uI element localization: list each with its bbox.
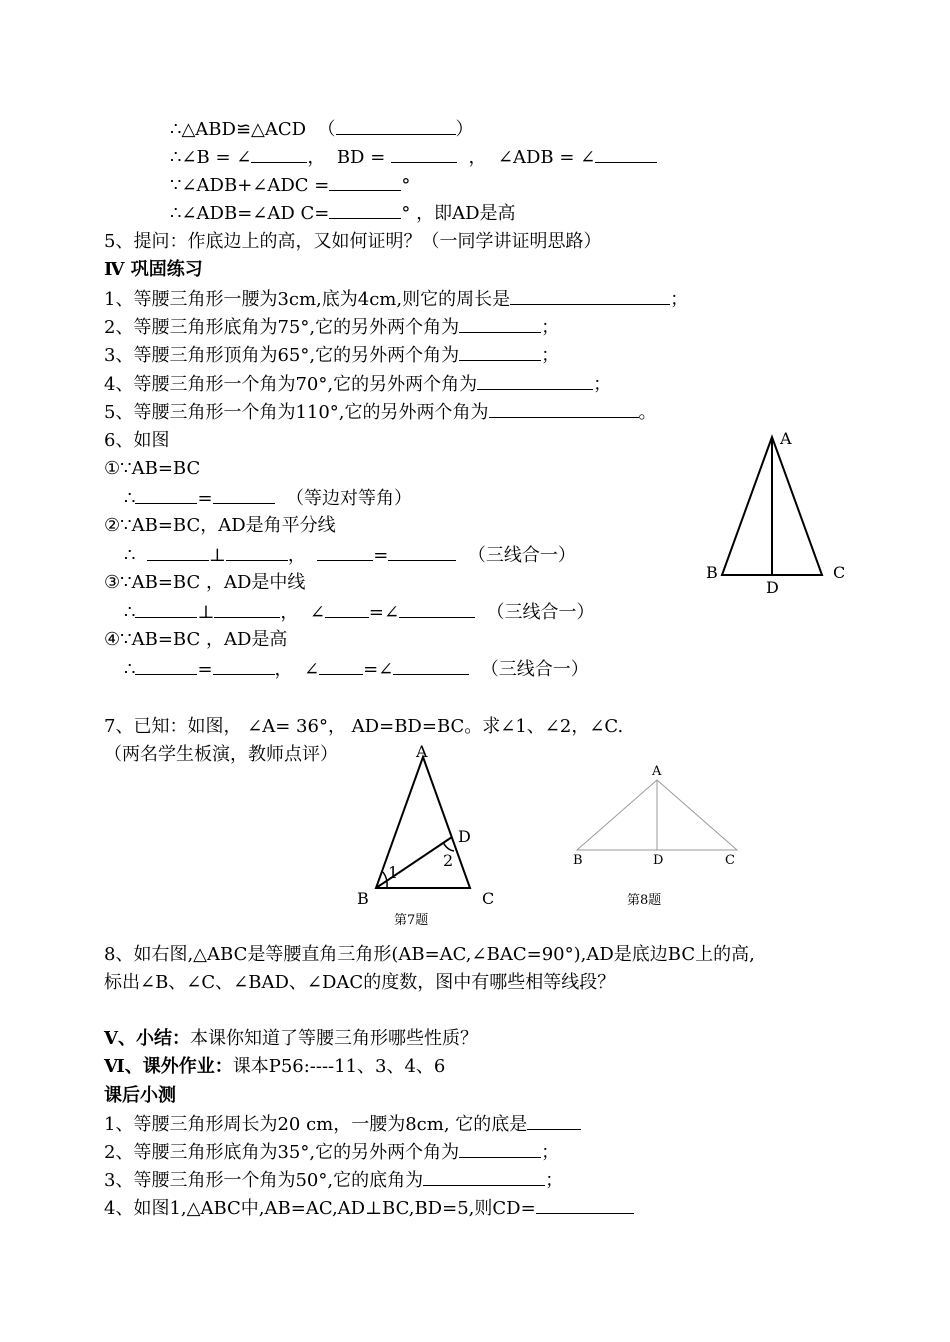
answer-blank[interactable]: [510, 286, 670, 305]
answer-blank[interactable]: [489, 399, 639, 418]
answer-blank[interactable]: [213, 656, 275, 675]
answer-blank[interactable]: [393, 656, 469, 675]
answer-blank[interactable]: [214, 599, 280, 618]
label-b: B: [573, 853, 583, 868]
quiz-question-3: 3、等腰三角形一个角为50°,它的底角为 ；: [104, 1167, 563, 1193]
proof-angle-line: ∴∠B = ∠ ， BD = ， ∠ADB = ∠: [170, 144, 657, 170]
section-5-title: Ⅴ、小结：: [104, 1028, 190, 1049]
answer-blank[interactable]: [399, 599, 475, 618]
figure-6-triangle: [700, 426, 860, 606]
question-5: 5、提问：作底边上的高，又如何证明？（一同学讲证明思路）: [104, 231, 602, 252]
answer-blank[interactable]: [226, 542, 288, 561]
answer-blank[interactable]: [325, 599, 369, 618]
answer-blank[interactable]: [459, 342, 541, 361]
exercise-1: 1、等腰三角形一腰为3cm,底为4cm,则它的周长是 ；: [104, 286, 688, 312]
exercise-8-continued: 标出∠B、∠C、∠BAD、∠DAC的度数，图中有哪些相等线段？: [104, 972, 616, 993]
figure-8-caption: 第8题: [627, 893, 662, 908]
answer-blank[interactable]: [251, 144, 307, 163]
label-angle-2: 2: [443, 851, 454, 870]
answer-blank[interactable]: [595, 144, 657, 163]
answer-blank[interactable]: [391, 144, 457, 163]
case-2-conclusion: ∴ ⊥ ， = （三线合一）: [124, 542, 576, 568]
exercise-7-note: （两名学生板演，教师点评）: [104, 744, 338, 765]
answer-blank[interactable]: [213, 485, 275, 504]
label-c: C: [482, 889, 495, 908]
figure-7-caption: 第7题: [394, 913, 429, 928]
proof-sum-line: ∵∠ADB+∠ADC = °: [170, 172, 410, 198]
figure-8-triangle: [560, 758, 760, 913]
answer-blank[interactable]: [319, 656, 363, 675]
answer-blank[interactable]: [459, 1139, 541, 1158]
case-3-conclusion: ∴ ⊥ ， ∠ =∠ （三线合一）: [124, 599, 595, 625]
label-a: A: [652, 764, 662, 779]
label-c: C: [725, 853, 735, 868]
exercise-2: 2、等腰三角形底角为75°,它的另外两个角为 ；: [104, 314, 559, 340]
label-b: B: [706, 563, 718, 582]
homework-line: Ⅵ、课外作业：课本P56:----11、3、4、6: [104, 1056, 446, 1077]
label-d: D: [653, 853, 664, 868]
answer-blank[interactable]: [317, 542, 373, 561]
angle-1-arc: [383, 872, 387, 887]
answer-blank[interactable]: [147, 542, 209, 561]
case-3: ③∵AB=BC ，AD是中线: [104, 572, 306, 593]
exercise-6: 6、如图: [104, 430, 170, 451]
exercise-4: 4、等腰三角形一个角为70°,它的另外两个角为 ；: [104, 371, 611, 397]
answer-blank[interactable]: [135, 656, 197, 675]
label-a: A: [416, 742, 428, 761]
exercise-7: 7、已知：如图， ∠A= 36°， AD=BD=BC。求∠1、∠2，∠C.: [104, 716, 624, 737]
proof-height-line: ∴∠ADB=∠AD C= ° ，即AD是高: [170, 200, 516, 226]
case-4-conclusion: ∴ = ， ∠ =∠ （三线合一）: [124, 656, 589, 682]
answer-blank[interactable]: [423, 1167, 545, 1186]
answer-blank[interactable]: [329, 172, 401, 191]
answer-blank[interactable]: [477, 371, 593, 390]
proof-congruence-line: ∴△ABD≌△ACD （ ）: [170, 116, 474, 142]
exercise-5: 5、等腰三角形一个角为110°,它的另外两个角为 。: [104, 399, 657, 425]
label-b: B: [357, 889, 369, 908]
case-2: ②∵AB=BC，AD是角平分线: [104, 515, 336, 536]
quiz-question-4: 4、如图1,△ABC中,AB=AC,AD⊥BC,BD=5,则CD=: [104, 1195, 634, 1221]
case-1-conclusion: ∴ = （等边对等角）: [124, 485, 412, 511]
answer-blank[interactable]: [135, 485, 197, 504]
section-6-title: Ⅵ、课外作业：: [104, 1056, 233, 1077]
quiz-question-2: 2、等腰三角形底角为35°,它的另外两个角为 ；: [104, 1139, 559, 1165]
figure-7-triangle: [350, 740, 510, 930]
label-a: A: [780, 429, 792, 448]
answer-blank[interactable]: [536, 1195, 634, 1214]
case-4: ④∵AB=BC ，AD是高: [104, 629, 288, 650]
case-1: ①∵AB=BC: [104, 458, 201, 479]
answer-blank[interactable]: [336, 116, 456, 135]
exercise-8: 8、如右图,△ABC是等腰直角三角形(AB=AC,∠BAC=90°),AD是底边BC上的高,: [104, 944, 755, 965]
label-d: D: [458, 827, 471, 846]
exercise-3: 3、等腰三角形顶角为65°,它的另外两个角为 ；: [104, 342, 559, 368]
answer-blank[interactable]: [527, 1111, 581, 1130]
summary-line: Ⅴ、小结：本课你知道了等腰三角形哪些性质？: [104, 1028, 478, 1049]
answer-blank[interactable]: [459, 314, 541, 333]
section-4-title: Ⅳ 巩固练习: [104, 259, 203, 280]
answer-blank[interactable]: [388, 542, 456, 561]
label-angle-1: 1: [388, 863, 399, 882]
answer-blank[interactable]: [329, 200, 401, 219]
angle-2-arc: [443, 842, 454, 851]
quiz-title: 课后小测: [104, 1085, 176, 1106]
quiz-question-1: 1、等腰三角形周长为20 cm，一腰为8cm, 它的底是: [104, 1111, 581, 1137]
answer-blank[interactable]: [135, 599, 197, 618]
label-d: D: [766, 578, 779, 597]
label-c: C: [833, 563, 846, 582]
